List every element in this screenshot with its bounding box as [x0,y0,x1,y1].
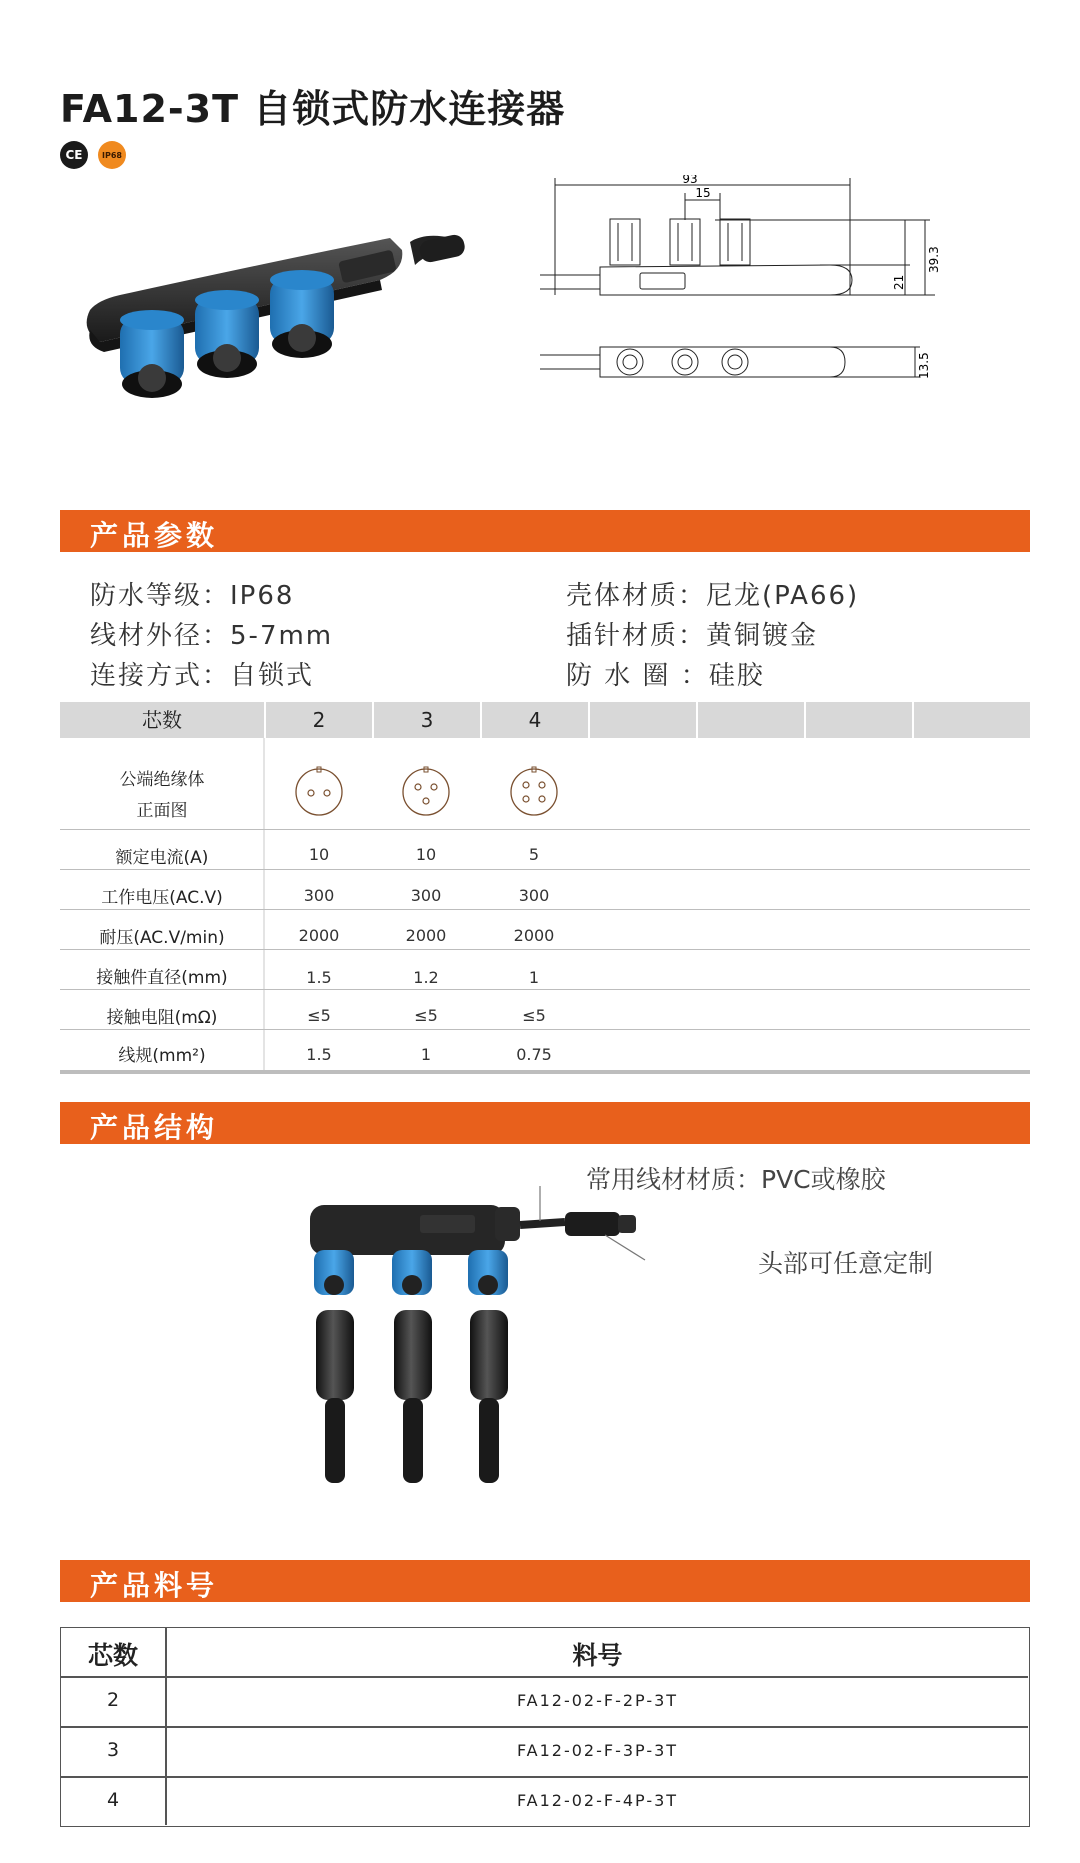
part-number-cell: FA12-02-F-2P-3T [516,1691,679,1710]
dim-pitch-label: 15 [695,186,711,200]
spec-cell: 0.75 [516,1045,552,1064]
product-photo [80,220,480,430]
spec-cell: 300 [410,886,442,905]
page-title: FA12-3T 自锁式防水连接器 [60,87,566,131]
blue-locking-nut-1 [120,310,184,398]
part-number-cell: FA12-02-F-4P-3T [516,1791,679,1810]
spec-header-col-3: 4 [482,702,588,738]
spec-cell: 2000 [298,926,340,945]
spec-header-col-2: 3 [374,702,480,738]
spec-header-empty [914,702,1030,738]
blue-locking-nut-3 [270,270,334,358]
param-cable-od: 线材外径：5-7mm [90,621,334,651]
ip68-badge-icon: IP68 [98,141,126,169]
structure-illustration [300,1185,820,1525]
spec-row-label: 线规(mm²) [118,1046,206,1066]
callout-cable-material: 常用线材材质：PVC或橡胶 [586,1165,886,1194]
param-seal: 防 水 圈 ：硅胶 [566,661,765,691]
row-divider [61,1776,1028,1778]
part-number-table [60,1627,1030,1827]
spec-cell: ≤5 [522,1006,546,1025]
spec-cell: 1 [528,968,540,987]
spec-header-cores: 芯数 [60,702,264,738]
spec-cell: 1 [420,1045,432,1064]
dim-total-height-label: 39.3 [927,246,941,273]
mating-plug-3 [470,1310,508,1483]
spec-cell: ≤5 [307,1006,331,1025]
spec-cell: 300 [303,886,335,905]
part-cores-cell: 2 [106,1689,120,1711]
row-divider [60,1029,1030,1030]
structure-nut-1 [314,1250,354,1295]
spec-cell: 2000 [405,926,447,945]
spec-row-label: 额定电流(A) [115,848,209,868]
spec-cell: 10 [415,845,437,864]
param-connection: 连接方式：自锁式 [90,661,315,691]
table-bottom-border [60,1070,1030,1074]
insulator-4pin-icon [507,763,561,817]
part-number-cell: FA12-02-F-3P-3T [516,1741,679,1760]
row-divider [60,989,1030,990]
param-housing: 壳体材质：尼龙(PA66) [566,581,860,611]
spec-cell: ≤5 [414,1006,438,1025]
part-cores-cell: 3 [106,1739,120,1761]
spec-row-label: 接触电阻(mΩ) [106,1008,218,1028]
row-divider [60,829,1030,830]
spec-cell: 1.5 [306,1045,332,1064]
dim-thickness-label: 13.5 [917,352,931,379]
spec-row-label: 工作电压(AC.V) [101,888,223,908]
section-header-parts: 产品料号 [60,1560,1030,1602]
part-cores-cell: 4 [106,1789,120,1811]
section-header-structure: 产品结构 [60,1102,1030,1144]
spec-row-label: 接触件直径(mm) [96,968,228,988]
spec-cell: 1.5 [306,968,332,987]
spec-cell: 1.2 [413,968,439,987]
structure-nut-2 [392,1250,432,1295]
insulator-label: 公端绝缘体 正面图 [119,770,205,821]
row-divider [60,909,1030,910]
insulator-3pin-icon [399,763,453,817]
spec-header-empty [590,702,696,738]
section-header-params: 产品参数 [60,510,1030,552]
dim-body-height-label: 21 [892,274,906,290]
spec-cell: 300 [518,886,550,905]
row-divider [60,869,1030,870]
part-header-cores: 芯数 [87,1641,138,1670]
spec-header-empty [806,702,912,738]
param-waterproof: 防水等级：IP68 [90,581,295,611]
param-pin: 插针材质：黄铜镀金 [566,621,819,651]
spec-cell: 5 [528,845,540,864]
dimension-drawing [540,175,960,450]
mating-plug-2 [394,1310,432,1483]
blue-locking-nut-2 [195,290,259,378]
insulator-2pin-icon [292,763,346,817]
dim-length-label: 93 [682,175,698,186]
spec-cell: 2000 [513,926,555,945]
structure-nut-3 [468,1250,508,1295]
row-divider [61,1726,1028,1728]
row-divider [60,949,1030,950]
ce-mark-icon: CE [60,141,88,169]
spec-header-empty [698,702,804,738]
spec-cell: 10 [308,845,330,864]
spec-header-col-1: 2 [266,702,372,738]
part-header-pn: 料号 [572,1641,623,1670]
callout-head-custom: 头部可任意定制 [758,1249,934,1278]
row-divider [61,1676,1028,1678]
mating-plug-1 [316,1310,354,1483]
spec-row-label: 耐压(AC.V/min) [99,928,225,948]
